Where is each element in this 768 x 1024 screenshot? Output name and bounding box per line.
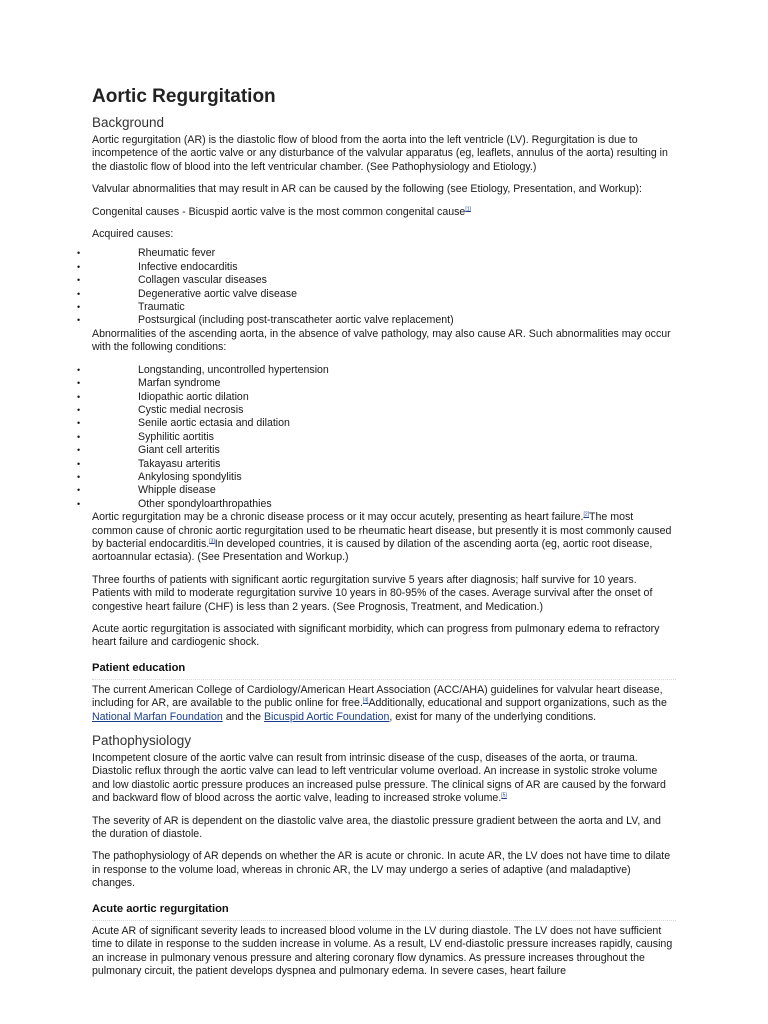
document-page [77, 84, 676, 987]
background-paragraph-4: Abnormalities of the ascending aorta, in the absence of valve pathology, may also cause AR. Such abnormalities may occur with the following conditions: [92, 327, 671, 354]
section-heading-pathophysiology: Pathophysiology [92, 733, 192, 749]
background-paragraph-2: Valvular abnormalities that may result in AR can be caused by the following (see Etiology, Presentation, and Workup): [92, 183, 642, 196]
list-item-text: Whipple disease [138, 484, 216, 497]
list-item-text: Other spondyloarthropathies [138, 497, 272, 510]
common-cause-text: The most common cause of chronic aortic regurgitation used to be rheumatic heart disease, but presently it is most commonly caused by bacterial endocarditis. [92, 511, 672, 550]
list-item-acquired-cause [77, 274, 676, 287]
reference-link-3[interactable]: [3] [209, 538, 215, 545]
background-paragraph-3 [92, 206, 676, 219]
bullet-icon: • [77, 275, 81, 286]
developed-countries-text: In developed countries, it is caused by dilation of the ascending aorta (eg, aortic root disease, aortoannular ectasia). (See Presentation and Workup.) [92, 537, 653, 564]
list-item-acquired-cause [77, 314, 676, 327]
pathophysiology-paragraph-2: The severity of AR is dependent on the diastolic valve area, the diastolic pressure gradient between the aorta and LV, and the duration of diastole. [92, 814, 661, 841]
list-item-acquired-cause [77, 287, 676, 301]
bullet-icon: • [77, 315, 81, 326]
reference-link-2[interactable]: [2] [583, 511, 590, 518]
acquired-causes-label: Acquired causes: [92, 228, 174, 241]
bicuspid-aortic-foundation-link[interactable]: Bicuspid Aortic Foundation [263, 710, 390, 723]
reference-link-5[interactable]: [5] [501, 792, 507, 799]
bullet-icon: • [77, 445, 81, 456]
bullet-icon: • [77, 364, 81, 375]
guidelines-text: The current American College of Cardiology/American Heart Association (ACC/AHA) guidelines for valvular heart disease, including for AR, are available to the public online for free. [92, 683, 663, 710]
bullet-icon: • [77, 471, 81, 482]
bullet-icon: • [77, 261, 81, 272]
list-item-aorta-condition [77, 497, 676, 511]
list-item-text: Degenerative aortic valve disease [138, 287, 297, 300]
pathophysiology-paragraph-3: The pathophysiology of AR depends on whether the AR is acute or chronic. In acute AR, the LV does not have time to dilate in response to the volume load, whereas in chronic AR, the LV may undergo a series of adaptive (and maladaptive) changes. [92, 850, 671, 890]
and-text: and the [222, 710, 264, 723]
list-item-aorta-condition [77, 444, 676, 457]
list-item-acquired-cause [77, 301, 676, 314]
list-item-aorta-condition [77, 484, 676, 497]
list-item-text: Longstanding, uncontrolled hypertension [138, 363, 329, 376]
patient-education-paragraph [92, 684, 676, 724]
list-item-text: Cystic medial necrosis [138, 403, 244, 416]
bullet-icon: • [77, 498, 81, 509]
list-item-text: Marfan syndrome [138, 377, 221, 390]
acquired-causes-list [77, 247, 676, 327]
section-heading-patient-education: Patient education [92, 661, 676, 680]
bullet-icon: • [77, 391, 81, 402]
list-item-aorta-condition [77, 363, 676, 377]
list-item-text: Idiopathic aortic dilation [138, 390, 249, 403]
list-item-text: Giant cell arteritis [138, 444, 220, 457]
bullet-icon: • [77, 288, 81, 299]
list-item-aorta-condition [77, 457, 676, 471]
bullet-icon: • [77, 404, 81, 415]
national-marfan-foundation-link[interactable]: National Marfan Foundation [92, 710, 223, 723]
page-title: Aortic Regurgitation [92, 86, 276, 107]
background-paragraph-5 [92, 511, 676, 565]
list-item-text: Infective endocarditis [138, 260, 238, 273]
section-heading-background: Background [92, 115, 165, 130]
list-item-text: Postsurgical (including post-transcatheter aortic valve replacement) [138, 314, 454, 327]
list-item-text: Traumatic [138, 301, 185, 314]
list-item-aorta-condition [77, 390, 676, 404]
background-paragraph-7: Acute aortic regurgitation is associated with significant morbidity, which can progress from pulmonary edema to refractory heart failure and cardiogenic shock. [92, 623, 660, 649]
list-item-text: Senile aortic ectasia and dilation [138, 417, 290, 430]
list-item-aorta-condition [77, 430, 676, 444]
list-item-text: Collagen vascular diseases [138, 274, 267, 287]
list-item-text: Syphilitic aortitis [138, 430, 214, 443]
bullet-icon: • [77, 418, 81, 429]
list-item-text: Takayasu arteritis [138, 457, 221, 470]
congenital-causes-text: Congenital causes - Bicuspid aortic valve is the most common congenital cause [92, 205, 466, 218]
acute-ar-paragraph-1: Acute AR of significant severity leads to increased blood volume in the LV during diastole. The LV does not have sufficient time to dilate in response to the sudden increase in volume. As a result, LV end-diastolic pressure increases rapidly, causing an increase in pulmonary venous pressure and altering coronary flow dynamics. As pressure increases throughout the pulmonary circuit, the patient develops dyspnea and pulmonary edema. In severe cases, heart failure [92, 924, 673, 977]
incompetent-closure-text: Incompetent closure of the aortic valve can result from intrinsic disease of the cusp, diseases of the aorta, or trauma. Diastolic reflux through the aortic valve can lead to left ventricular volume overload. An increase in systolic stroke volume and low diastolic aortic pressure produces an increased pulse pressure. The clinical signs of AR are caused by the forward and backward flow of blood across the aortic valve, leading to increased stroke volume. [92, 752, 666, 805]
list-item-aorta-condition [77, 377, 676, 390]
list-item-text: Ankylosing spondylitis [138, 470, 242, 483]
list-item-acquired-cause [77, 260, 676, 274]
reference-link-4[interactable]: [4] [362, 697, 369, 704]
chronic-acute-text: Aortic regurgitation may be a chronic disease process or it may occur acutely, presenting as heart failure. [92, 511, 584, 524]
section-heading-acute-ar: Acute aortic regurgitation [92, 902, 676, 921]
bullet-icon: • [77, 378, 81, 389]
list-item-acquired-cause [77, 247, 676, 260]
pathophysiology-paragraph-1 [92, 752, 676, 806]
background-paragraph-1: Aortic regurgitation (AR) is the diastolic flow of blood from the aorta into the left ventricle (LV). Regurgitation is due to incompetence of the aortic valve or any disturbance of the valvular apparatus (eg, leaflets, annulus of the aorta) resulting in the diastolic flow of blood into the left ventricular chamber. (See Pathophysiology and Etiology.) [92, 134, 668, 173]
bullet-icon: • [77, 431, 81, 442]
bullet-icon: • [77, 458, 81, 469]
background-paragraph-6: Three fourths of patients with significant aortic regurgitation survive 5 years after diagnosis; half survive for 10 years. Patients with mild to moderate regurgitation survive 10 years in 80-95% of the cases. Average survival after the onset of congestive heart failure (CHF) is less than 2 years. (See Prognosis, Treatment, and Medication.) [92, 573, 653, 613]
reference-link-1[interactable]: [1] [465, 206, 471, 213]
list-item-text: Rheumatic fever [138, 247, 216, 260]
bullet-icon: • [77, 248, 81, 259]
bullet-icon: • [77, 485, 81, 496]
list-item-aorta-condition [77, 470, 676, 484]
aorta-conditions-list [77, 363, 676, 511]
list-item-aorta-condition [77, 417, 676, 430]
list-item-aorta-condition [77, 403, 676, 417]
bullet-icon: • [77, 302, 81, 313]
organizations-text: Additionally, educational and support organizations, such as the [368, 697, 667, 710]
underlying-conditions-text: , exist for many of the underlying conditions. [389, 710, 597, 723]
